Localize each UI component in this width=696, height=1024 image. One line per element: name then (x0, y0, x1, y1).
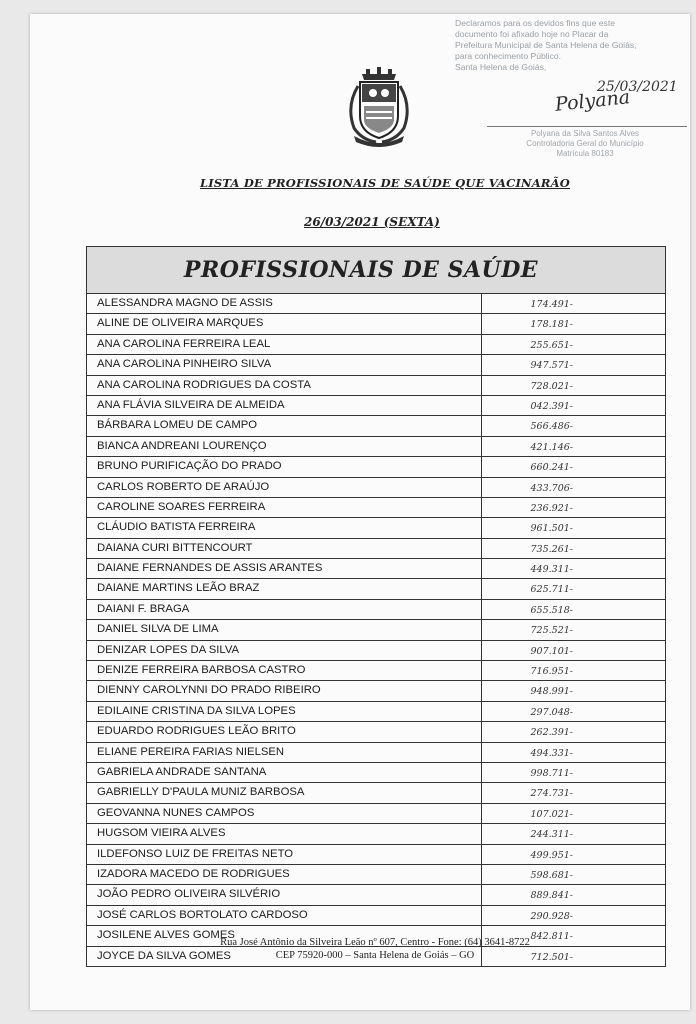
professional-code: 499.951- (530, 849, 573, 861)
professional-code: 262.391- (530, 727, 573, 739)
professional-code: 174.491- (530, 299, 573, 310)
signature: Polyana (554, 86, 632, 116)
professional-code: 433.706- (530, 482, 573, 494)
professional-name: CAROLINE SOARES FERREIRA (87, 498, 482, 517)
professional-name: BRUNO PURIFICAÇÃO DO PRADO (87, 457, 482, 476)
professional-code: 725.521- (530, 625, 573, 637)
table-row (87, 763, 665, 783)
table-row (87, 681, 665, 701)
professional-code: 948.991- (530, 686, 573, 698)
professional-name: ELIANE PEREIRA FARIAS NIELSEN (87, 743, 482, 762)
signature-line (487, 126, 687, 127)
professional-code: 566.486- (530, 421, 573, 433)
professional-name: BIANCA ANDREANI LOURENÇO (87, 437, 482, 456)
professional-code: 274.731- (530, 788, 573, 800)
professional-code: 449.311- (530, 564, 573, 576)
professional-code: 655.518- (530, 604, 573, 616)
stamp-text (455, 18, 690, 73)
stamp-line: Prefeitura Municipal de Santa Helena de Goiás, (455, 40, 637, 50)
table-row (87, 661, 665, 681)
professional-code: 598.681- (530, 869, 573, 881)
table-row (87, 824, 665, 844)
professional-name: ANA CAROLINA FERREIRA LEAL (87, 335, 482, 354)
table-row (87, 804, 665, 824)
professional-name: DENIZE FERREIRA BARBOSA CASTRO (87, 661, 482, 680)
signer-role: Controladoria Geral do Município (526, 139, 644, 148)
professional-code: 947.571- (530, 360, 573, 372)
document-date: 26/03/2021 (SEXTA) (304, 215, 440, 229)
professional-name: ANA FLÁVIA SILVEIRA DE ALMEIDA (87, 396, 482, 415)
stamp-line: Declaramos para os devidos fins que este (455, 18, 616, 28)
table-row (87, 620, 665, 640)
table-header-label: PROFISSIONAIS DE SAÚDE (183, 257, 539, 283)
professional-name: JOSÉ CARLOS BORTOLATO CARDOSO (87, 906, 482, 925)
table-row (87, 743, 665, 763)
professional-name: DENIZAR LOPES DA SILVA (87, 641, 482, 660)
professional-name: EDUARDO RODRIGUES LEÃO BRITO (87, 722, 482, 741)
professional-code: 998.711- (530, 767, 573, 779)
footer-address: Rua José Antônio da Silveira Leão nº 607, Centro - Fone: (64) 3641-8722 (220, 937, 530, 948)
stamp-line: Santa Helena de Goiás, (455, 62, 547, 72)
professional-code: 255.651- (530, 339, 573, 351)
professional-code: 297.048- (530, 706, 573, 718)
professional-code: 290.928- (530, 910, 573, 922)
table-row (87, 498, 665, 518)
professional-code: 494.331- (530, 747, 573, 759)
signer-registration: Matrícula 80183 (556, 149, 614, 158)
table-row (87, 702, 665, 722)
signer-block (510, 129, 660, 159)
table-row (87, 314, 665, 334)
stamp-date: 25/03/2021 (597, 79, 678, 95)
municipal-crest-icon (340, 66, 418, 148)
professional-name: BÁRBARA LOMEU DE CAMPO (87, 416, 482, 435)
table-row (87, 885, 665, 905)
table-row (87, 294, 665, 314)
professional-code: 842.811- (530, 931, 573, 943)
table-row (87, 335, 665, 355)
professional-code: 625.711- (530, 584, 573, 596)
professional-name: HUGSOM VIEIRA ALVES (87, 824, 482, 843)
professional-name: DANIEL SILVA DE LIMA (87, 620, 482, 639)
professional-name: ANA CAROLINA RODRIGUES DA COSTA (87, 376, 482, 395)
table-row (87, 518, 665, 538)
table-row (87, 376, 665, 396)
professional-name: DAIANE MARTINS LEÃO BRAZ (87, 579, 482, 598)
professional-name: CARLOS ROBERTO DE ARAÚJO (87, 478, 482, 497)
professional-name: IZADORA MACEDO DE RODRIGUES (87, 865, 482, 884)
table-row (87, 722, 665, 742)
table-body (86, 294, 666, 967)
professional-code: 889.841- (530, 890, 573, 902)
professional-code: 178.181- (530, 319, 573, 331)
professional-name: JOYCE DA SILVA GOMES (87, 947, 482, 966)
table-row (87, 906, 665, 926)
posting-stamp (455, 18, 690, 158)
table-row (87, 579, 665, 599)
professional-code: 107.021- (530, 808, 573, 820)
table-row (87, 783, 665, 803)
stamp-line: para conhecimento Público. (455, 51, 562, 61)
address-footer (140, 936, 610, 962)
professionals-table (86, 246, 666, 967)
table-row (87, 845, 665, 865)
professional-name: DIENNY CAROLYNNI DO PRADO RIBEIRO (87, 681, 482, 700)
document-title: LISTA DE PROFISSIONAIS DE SAÚDE QUE VACINARÃO (200, 176, 570, 190)
table-row (87, 437, 665, 457)
professional-code: 660.241- (530, 462, 573, 474)
table-row (87, 478, 665, 498)
professional-code: 735.261- (530, 543, 573, 555)
professional-name: DAIANI F. BRAGA (87, 600, 482, 619)
footer-cep: CEP 75920-000 – Santa Helena de Goiás – GO (275, 950, 475, 961)
professional-name: ANA CAROLINA PINHEIRO SILVA (87, 355, 482, 374)
professional-name: CLÁUDIO BATISTA FERREIRA (87, 518, 482, 537)
table-row (87, 396, 665, 416)
table-row (87, 457, 665, 477)
professional-name: ILDEFONSO LUIZ DE FREITAS NETO (87, 845, 482, 864)
professional-code: 244.311- (530, 829, 573, 841)
signer-name: Polyana da Silva Santos Alves (530, 129, 640, 138)
professional-code: 716.951- (530, 666, 573, 678)
professional-code: 712.501- (530, 951, 573, 963)
professional-name: GABRIELLY D'PAULA MUNIZ BARBOSA (87, 783, 482, 802)
table-row (87, 559, 665, 579)
professional-code: 961.501- (530, 523, 573, 535)
table-row (87, 355, 665, 375)
professional-name: ALESSANDRA MAGNO DE ASSIS (87, 294, 482, 313)
professional-name: DAIANA CURI BITTENCOURT (87, 539, 482, 558)
table-row (87, 865, 665, 885)
professional-name: GEOVANNA NUNES CAMPOS (87, 804, 482, 823)
stamp-line: documento foi afixado hoje no Placar da (455, 29, 609, 39)
professional-name: GABRIELA ANDRADE SANTANA (87, 763, 482, 782)
table-row (87, 416, 665, 436)
table-header (86, 246, 666, 294)
professional-code: 042.391- (530, 400, 573, 412)
professional-name: JOÃO PEDRO OLIVEIRA SILVÉRIO (87, 885, 482, 904)
professional-code: 236.921- (530, 502, 573, 514)
professional-name: EDILAINE CRISTINA DA SILVA LOPES (87, 702, 482, 721)
professional-name: JOSILENE ALVES GOMES (87, 926, 482, 945)
professional-code: 728.021- (530, 380, 573, 392)
professional-name: DAIANE FERNANDES DE ASSIS ARANTES (87, 559, 482, 578)
table-row (87, 600, 665, 620)
professional-name: ALINE DE OLIVEIRA MARQUES (87, 314, 482, 333)
professional-code: 421.146- (530, 441, 573, 453)
professional-code: 907.101- (530, 645, 573, 657)
table-row (87, 539, 665, 559)
table-row (87, 641, 665, 661)
